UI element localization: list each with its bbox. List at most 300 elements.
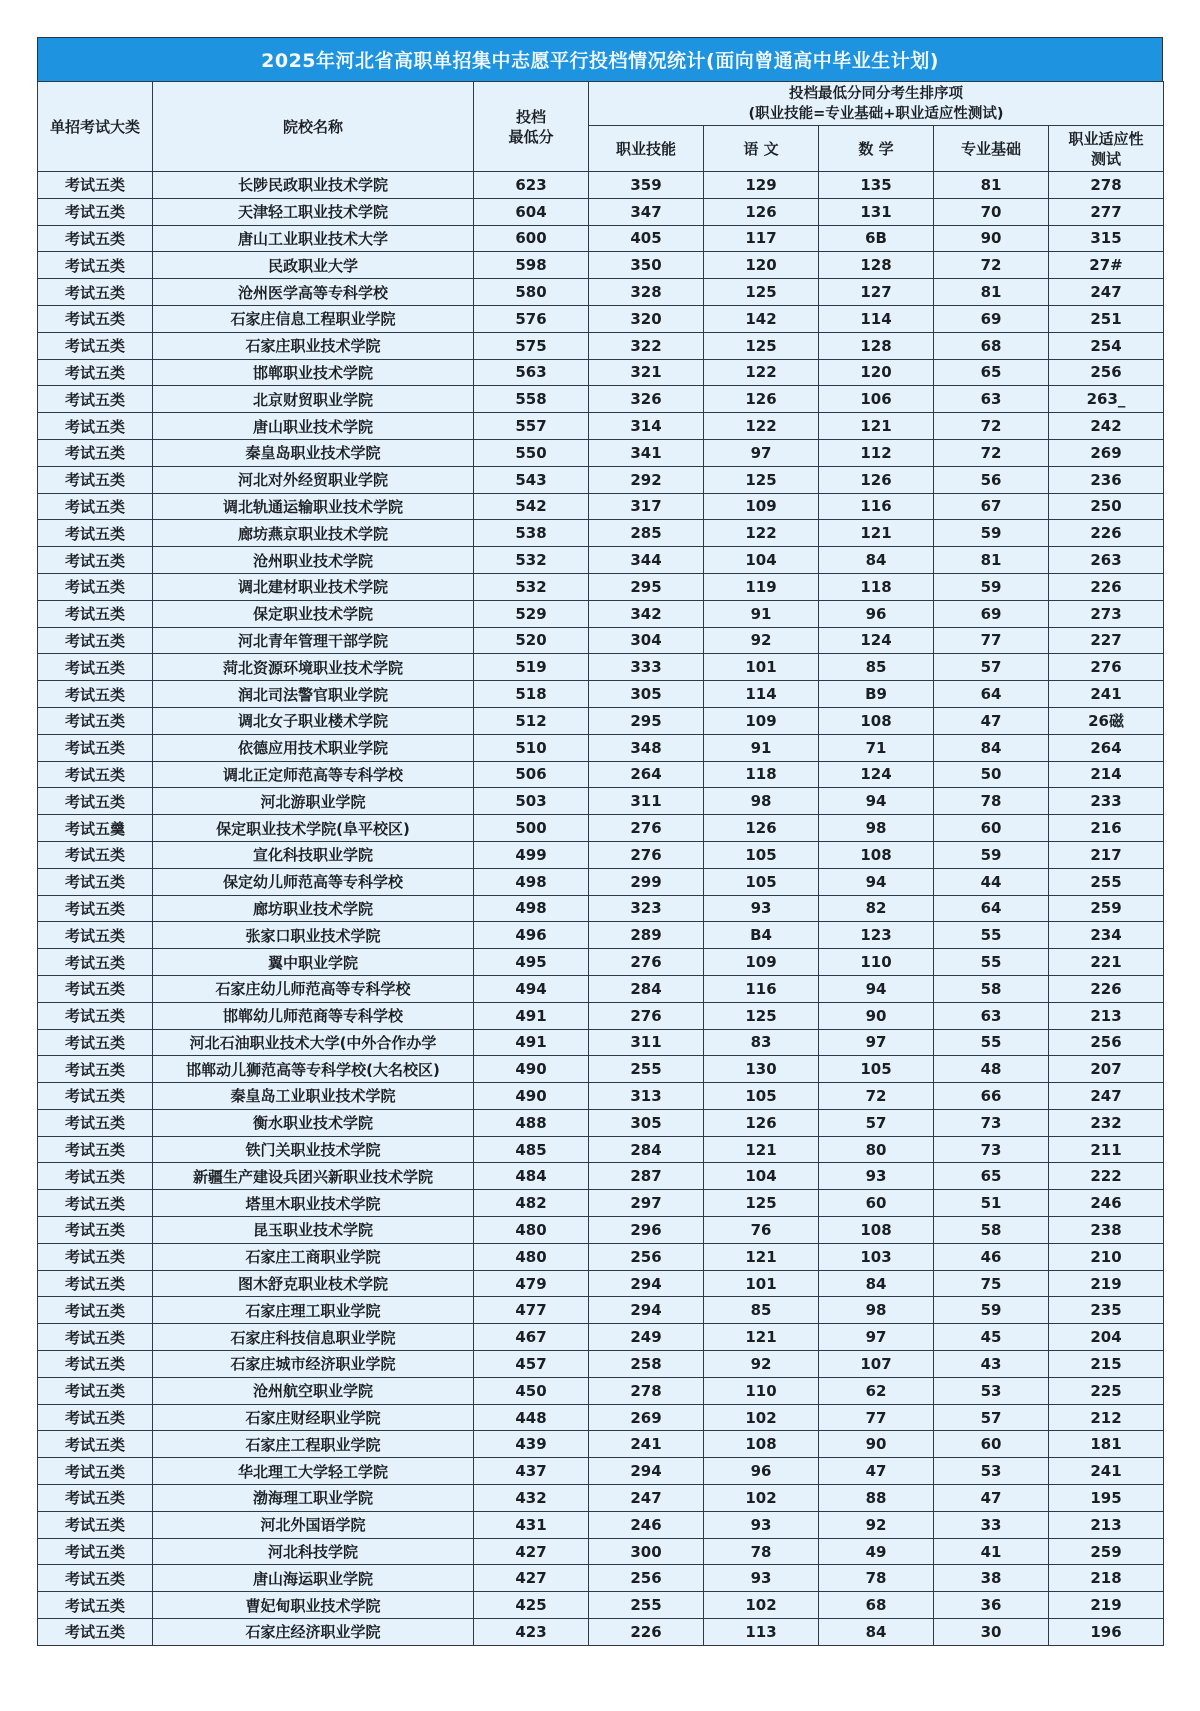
chinese-score-cell: 125 bbox=[704, 332, 819, 359]
basic-score-cell: 60 bbox=[934, 815, 1049, 842]
school-name-cell: 石家庄财经职业学院 bbox=[153, 1404, 474, 1431]
category-cell: 考试五类 bbox=[38, 1083, 153, 1110]
table-row bbox=[38, 413, 1164, 440]
math-score-cell: 128 bbox=[819, 252, 934, 279]
math-score-cell: 84 bbox=[819, 1619, 934, 1646]
basic-score-cell: 57 bbox=[934, 654, 1049, 681]
skill-score-cell: 285 bbox=[589, 520, 704, 547]
school-name-cell: 石家庄幼儿师范高等专科学校 bbox=[153, 975, 474, 1002]
aptitude-score-cell: 227 bbox=[1049, 627, 1164, 654]
chinese-score-cell: 113 bbox=[704, 1619, 819, 1646]
min-score-cell: 506 bbox=[474, 761, 589, 788]
chinese-score-cell: 97 bbox=[704, 439, 819, 466]
table-row bbox=[38, 466, 1164, 493]
min-score-cell: 423 bbox=[474, 1619, 589, 1646]
math-score-cell: 108 bbox=[819, 841, 934, 868]
chinese-score-cell: 92 bbox=[704, 627, 819, 654]
basic-score-cell: 78 bbox=[934, 788, 1049, 815]
min-score-cell: 477 bbox=[474, 1297, 589, 1324]
chinese-score-cell: 122 bbox=[704, 413, 819, 440]
chinese-score-cell: 83 bbox=[704, 1029, 819, 1056]
chinese-score-cell: 93 bbox=[704, 895, 819, 922]
category-cell: 考试五羹 bbox=[38, 815, 153, 842]
category-cell: 考试五类 bbox=[38, 1538, 153, 1565]
skill-score-cell: 313 bbox=[589, 1083, 704, 1110]
min-score-cell: 425 bbox=[474, 1592, 589, 1619]
min-score-cell: 448 bbox=[474, 1404, 589, 1431]
basic-score-cell: 69 bbox=[934, 600, 1049, 627]
skill-score-cell: 344 bbox=[589, 547, 704, 574]
chinese-score-cell: 102 bbox=[704, 1485, 819, 1512]
math-score-cell: 49 bbox=[819, 1538, 934, 1565]
math-score-cell: 94 bbox=[819, 868, 934, 895]
skill-score-cell: 299 bbox=[589, 868, 704, 895]
table-row bbox=[38, 1243, 1164, 1270]
aptitude-score-cell: 277 bbox=[1049, 198, 1164, 225]
category-cell: 考试五类 bbox=[38, 949, 153, 976]
school-name-cell: 唐山海运职业学院 bbox=[153, 1565, 474, 1592]
math-score-cell: 80 bbox=[819, 1136, 934, 1163]
aptitude-score-cell: 256 bbox=[1049, 1029, 1164, 1056]
basic-score-cell: 48 bbox=[934, 1056, 1049, 1083]
skill-score-cell: 326 bbox=[589, 386, 704, 413]
min-score-cell: 598 bbox=[474, 252, 589, 279]
math-score-cell: 131 bbox=[819, 198, 934, 225]
skill-score-cell: 305 bbox=[589, 1109, 704, 1136]
school-name-cell: 曹妃甸职业技术学院 bbox=[153, 1592, 474, 1619]
table-row bbox=[38, 975, 1164, 1002]
math-score-cell: 135 bbox=[819, 172, 934, 199]
school-name-cell: 沧州职业技术学院 bbox=[153, 547, 474, 574]
math-score-cell: 112 bbox=[819, 439, 934, 466]
table-body bbox=[38, 172, 1164, 1646]
table-row bbox=[38, 627, 1164, 654]
aptitude-score-cell: 246 bbox=[1049, 1190, 1164, 1217]
basic-score-cell: 33 bbox=[934, 1511, 1049, 1538]
chinese-score-cell: 102 bbox=[704, 1404, 819, 1431]
chinese-score-cell: 104 bbox=[704, 547, 819, 574]
aptitude-score-cell: 195 bbox=[1049, 1485, 1164, 1512]
category-cell: 考试五类 bbox=[38, 841, 153, 868]
aptitude-score-cell: 226 bbox=[1049, 975, 1164, 1002]
school-name-cell: 廊坊燕京职业技术学院 bbox=[153, 520, 474, 547]
min-score-cell: 543 bbox=[474, 466, 589, 493]
min-score-cell: 558 bbox=[474, 386, 589, 413]
basic-score-cell: 72 bbox=[934, 252, 1049, 279]
skill-score-cell: 297 bbox=[589, 1190, 704, 1217]
category-cell: 考试五类 bbox=[38, 225, 153, 252]
chinese-score-cell: 108 bbox=[704, 1431, 819, 1458]
category-cell: 考试五类 bbox=[38, 1377, 153, 1404]
table-row bbox=[38, 922, 1164, 949]
skill-score-cell: 311 bbox=[589, 788, 704, 815]
math-score-cell: 114 bbox=[819, 305, 934, 332]
table-row bbox=[38, 279, 1164, 306]
school-name-cell: 石家庄职业技术学院 bbox=[153, 332, 474, 359]
table-row bbox=[38, 1485, 1164, 1512]
table-row bbox=[38, 1083, 1164, 1110]
chinese-score-cell: 121 bbox=[704, 1136, 819, 1163]
category-cell: 考试五类 bbox=[38, 252, 153, 279]
table-row bbox=[38, 761, 1164, 788]
aptitude-score-cell: 214 bbox=[1049, 761, 1164, 788]
table-row bbox=[38, 815, 1164, 842]
category-cell: 考试五类 bbox=[38, 1458, 153, 1485]
table-row bbox=[38, 198, 1164, 225]
header-skill: 职业技能 bbox=[589, 126, 704, 172]
skill-score-cell: 295 bbox=[589, 707, 704, 734]
header-aptitude bbox=[1049, 126, 1164, 172]
math-score-cell: 57 bbox=[819, 1109, 934, 1136]
category-cell: 考试五类 bbox=[38, 761, 153, 788]
min-score-cell: 490 bbox=[474, 1056, 589, 1083]
table-row bbox=[38, 681, 1164, 708]
skill-score-cell: 247 bbox=[589, 1485, 704, 1512]
school-name-cell: 沧州医学高等专科学校 bbox=[153, 279, 474, 306]
basic-score-cell: 53 bbox=[934, 1377, 1049, 1404]
skill-score-cell: 255 bbox=[589, 1592, 704, 1619]
school-name-cell: 唐山职业技术学院 bbox=[153, 413, 474, 440]
skill-score-cell: 323 bbox=[589, 895, 704, 922]
school-name-cell: 秦皇岛职业技术学院 bbox=[153, 439, 474, 466]
table-row bbox=[38, 386, 1164, 413]
school-name-cell: 河北对外经贸职业学院 bbox=[153, 466, 474, 493]
category-cell: 考试五类 bbox=[38, 734, 153, 761]
chinese-score-cell: 125 bbox=[704, 1002, 819, 1029]
math-score-cell: 72 bbox=[819, 1083, 934, 1110]
category-cell: 考试五类 bbox=[38, 1163, 153, 1190]
aptitude-score-cell: 207 bbox=[1049, 1056, 1164, 1083]
basic-score-cell: 55 bbox=[934, 1029, 1049, 1056]
category-cell: 考试五类 bbox=[38, 1029, 153, 1056]
math-score-cell: 118 bbox=[819, 573, 934, 600]
header-school: 院校名称 bbox=[153, 82, 474, 172]
chinese-score-cell: 118 bbox=[704, 761, 819, 788]
table-row bbox=[38, 734, 1164, 761]
skill-score-cell: 322 bbox=[589, 332, 704, 359]
table-row bbox=[38, 788, 1164, 815]
aptitude-score-cell: 226 bbox=[1049, 520, 1164, 547]
math-score-cell: 71 bbox=[819, 734, 934, 761]
skill-score-cell: 350 bbox=[589, 252, 704, 279]
table-row bbox=[38, 1190, 1164, 1217]
category-cell: 考试五类 bbox=[38, 1243, 153, 1270]
aptitude-score-cell: 216 bbox=[1049, 815, 1164, 842]
skill-score-cell: 284 bbox=[589, 1136, 704, 1163]
skill-score-cell: 321 bbox=[589, 359, 704, 386]
math-score-cell: 84 bbox=[819, 547, 934, 574]
skill-score-cell: 341 bbox=[589, 439, 704, 466]
skill-score-cell: 256 bbox=[589, 1565, 704, 1592]
math-score-cell: 123 bbox=[819, 922, 934, 949]
chinese-score-cell: 142 bbox=[704, 305, 819, 332]
aptitude-score-cell: 242 bbox=[1049, 413, 1164, 440]
school-name-cell: 石家庄工程职业学院 bbox=[153, 1431, 474, 1458]
min-score-cell: 512 bbox=[474, 707, 589, 734]
skill-score-cell: 256 bbox=[589, 1243, 704, 1270]
skill-score-cell: 295 bbox=[589, 573, 704, 600]
min-score-cell: 503 bbox=[474, 788, 589, 815]
table-row bbox=[38, 1270, 1164, 1297]
category-cell: 考试五类 bbox=[38, 1190, 153, 1217]
table-row bbox=[38, 1324, 1164, 1351]
skill-score-cell: 314 bbox=[589, 413, 704, 440]
min-score-cell: 482 bbox=[474, 1190, 589, 1217]
school-name-cell: 秦皇岛工业职业技术学院 bbox=[153, 1083, 474, 1110]
aptitude-score-cell: 221 bbox=[1049, 949, 1164, 976]
min-score-cell: 520 bbox=[474, 627, 589, 654]
math-score-cell: 121 bbox=[819, 413, 934, 440]
skill-score-cell: 320 bbox=[589, 305, 704, 332]
table-row bbox=[38, 439, 1164, 466]
table-row bbox=[38, 1136, 1164, 1163]
min-score-cell: 529 bbox=[474, 600, 589, 627]
basic-score-cell: 47 bbox=[934, 707, 1049, 734]
min-score-cell: 575 bbox=[474, 332, 589, 359]
basic-score-cell: 73 bbox=[934, 1136, 1049, 1163]
aptitude-score-cell: 196 bbox=[1049, 1619, 1164, 1646]
category-cell: 考试五类 bbox=[38, 1217, 153, 1244]
aptitude-score-cell: 241 bbox=[1049, 681, 1164, 708]
table-row bbox=[38, 841, 1164, 868]
math-score-cell: 82 bbox=[819, 895, 934, 922]
basic-score-cell: 64 bbox=[934, 895, 1049, 922]
aptitude-score-cell: 264 bbox=[1049, 734, 1164, 761]
skill-score-cell: 289 bbox=[589, 922, 704, 949]
chinese-score-cell: 109 bbox=[704, 707, 819, 734]
basic-score-cell: 81 bbox=[934, 279, 1049, 306]
math-score-cell: 62 bbox=[819, 1377, 934, 1404]
basic-score-cell: 51 bbox=[934, 1190, 1049, 1217]
min-score-cell: 532 bbox=[474, 547, 589, 574]
min-score-cell: 563 bbox=[474, 359, 589, 386]
category-cell: 考试五类 bbox=[38, 707, 153, 734]
skill-score-cell: 294 bbox=[589, 1270, 704, 1297]
table-row bbox=[38, 305, 1164, 332]
school-name-cell: 衡水职业技术学院 bbox=[153, 1109, 474, 1136]
chinese-score-cell: 102 bbox=[704, 1592, 819, 1619]
category-cell: 考试五类 bbox=[38, 520, 153, 547]
aptitude-score-cell: 213 bbox=[1049, 1511, 1164, 1538]
math-score-cell: 93 bbox=[819, 1163, 934, 1190]
basic-score-cell: 55 bbox=[934, 922, 1049, 949]
aptitude-score-cell: 234 bbox=[1049, 922, 1164, 949]
school-name-cell: 调北女子职业楼术学院 bbox=[153, 707, 474, 734]
basic-score-cell: 66 bbox=[934, 1083, 1049, 1110]
chinese-score-cell: 126 bbox=[704, 815, 819, 842]
chinese-score-cell: 105 bbox=[704, 868, 819, 895]
math-score-cell: 88 bbox=[819, 1485, 934, 1512]
skill-score-cell: 249 bbox=[589, 1324, 704, 1351]
aptitude-score-cell: 315 bbox=[1049, 225, 1164, 252]
math-score-cell: 97 bbox=[819, 1029, 934, 1056]
header-min-score-line2: 最低分 bbox=[508, 127, 554, 146]
table-row bbox=[38, 493, 1164, 520]
aptitude-score-cell: 232 bbox=[1049, 1109, 1164, 1136]
skill-score-cell: 287 bbox=[589, 1163, 704, 1190]
table-row bbox=[38, 1619, 1164, 1646]
aptitude-score-cell: 273 bbox=[1049, 600, 1164, 627]
category-cell: 考试五类 bbox=[38, 172, 153, 199]
min-score-cell: 499 bbox=[474, 841, 589, 868]
category-cell: 考试五类 bbox=[38, 547, 153, 574]
min-score-cell: 490 bbox=[474, 1083, 589, 1110]
skill-score-cell: 246 bbox=[589, 1511, 704, 1538]
skill-score-cell: 304 bbox=[589, 627, 704, 654]
school-name-cell: 民政职业大学 bbox=[153, 252, 474, 279]
skill-score-cell: 405 bbox=[589, 225, 704, 252]
school-name-cell: 邯郸职业技术学院 bbox=[153, 359, 474, 386]
min-score-cell: 488 bbox=[474, 1109, 589, 1136]
aptitude-score-cell: 250 bbox=[1049, 493, 1164, 520]
school-name-cell: 河北外国语学院 bbox=[153, 1511, 474, 1538]
table-title: 2025年河北省高职单招集中志愿平行投档情况统计(面向曾通高中毕业生计划) bbox=[37, 37, 1163, 81]
aptitude-score-cell: 278 bbox=[1049, 172, 1164, 199]
school-name-cell: 廊坊职业技术学院 bbox=[153, 895, 474, 922]
chinese-score-cell: 125 bbox=[704, 1190, 819, 1217]
basic-score-cell: 73 bbox=[934, 1109, 1049, 1136]
math-score-cell: 127 bbox=[819, 279, 934, 306]
chinese-score-cell: 129 bbox=[704, 172, 819, 199]
math-score-cell: 107 bbox=[819, 1351, 934, 1378]
math-score-cell: 84 bbox=[819, 1270, 934, 1297]
table-row bbox=[38, 225, 1164, 252]
basic-score-cell: 64 bbox=[934, 681, 1049, 708]
table-row bbox=[38, 1511, 1164, 1538]
min-score-cell: 623 bbox=[474, 172, 589, 199]
category-cell: 考试五类 bbox=[38, 681, 153, 708]
chinese-score-cell: 109 bbox=[704, 493, 819, 520]
basic-score-cell: 67 bbox=[934, 493, 1049, 520]
aptitude-score-cell: 233 bbox=[1049, 788, 1164, 815]
basic-score-cell: 65 bbox=[934, 1163, 1049, 1190]
skill-score-cell: 342 bbox=[589, 600, 704, 627]
school-name-cell: 调北轨通运输职业技术学院 bbox=[153, 493, 474, 520]
math-score-cell: 105 bbox=[819, 1056, 934, 1083]
math-score-cell: 68 bbox=[819, 1592, 934, 1619]
aptitude-score-cell: 259 bbox=[1049, 895, 1164, 922]
chinese-score-cell: 76 bbox=[704, 1217, 819, 1244]
table-row bbox=[38, 707, 1164, 734]
chinese-score-cell: 93 bbox=[704, 1511, 819, 1538]
header-group-line2: (职业技能=专业基础+职业适应性测试) bbox=[748, 105, 1004, 122]
category-cell: 考试五类 bbox=[38, 1056, 153, 1083]
skill-score-cell: 284 bbox=[589, 975, 704, 1002]
header-min-score-line1: 投档 bbox=[515, 107, 546, 126]
school-name-cell: 石家庄城市经济职业学院 bbox=[153, 1351, 474, 1378]
chinese-score-cell: 98 bbox=[704, 788, 819, 815]
category-cell: 考试五类 bbox=[38, 1351, 153, 1378]
category-cell: 考试五类 bbox=[38, 975, 153, 1002]
school-name-cell: 长陟民政职业技术学院 bbox=[153, 172, 474, 199]
aptitude-score-cell: 255 bbox=[1049, 868, 1164, 895]
skill-score-cell: 292 bbox=[589, 466, 704, 493]
school-name-cell: 邯郸幼儿师范商等专科学校 bbox=[153, 1002, 474, 1029]
chinese-score-cell: 117 bbox=[704, 225, 819, 252]
min-score-cell: 580 bbox=[474, 279, 589, 306]
skill-score-cell: 294 bbox=[589, 1458, 704, 1485]
admission-table bbox=[37, 81, 1164, 1646]
basic-score-cell: 43 bbox=[934, 1351, 1049, 1378]
chinese-score-cell: 105 bbox=[704, 841, 819, 868]
header-aptitude-line1: 职业适应性 bbox=[1068, 129, 1144, 148]
school-name-cell: 保定职业技术学院 bbox=[153, 600, 474, 627]
table-row bbox=[38, 1458, 1164, 1485]
min-score-cell: 532 bbox=[474, 573, 589, 600]
aptitude-score-cell: 263_ bbox=[1049, 386, 1164, 413]
table-row bbox=[38, 1565, 1164, 1592]
aptitude-score-cell: 181 bbox=[1049, 1431, 1164, 1458]
skill-score-cell: 294 bbox=[589, 1297, 704, 1324]
min-score-cell: 427 bbox=[474, 1565, 589, 1592]
school-name-cell: 石家庄工商职业学院 bbox=[153, 1243, 474, 1270]
min-score-cell: 498 bbox=[474, 895, 589, 922]
basic-score-cell: 53 bbox=[934, 1458, 1049, 1485]
math-score-cell: 124 bbox=[819, 761, 934, 788]
basic-score-cell: 72 bbox=[934, 439, 1049, 466]
math-score-cell: 106 bbox=[819, 386, 934, 413]
min-score-cell: 467 bbox=[474, 1324, 589, 1351]
chinese-score-cell: 126 bbox=[704, 386, 819, 413]
aptitude-score-cell: 219 bbox=[1049, 1270, 1164, 1297]
table-row bbox=[38, 1592, 1164, 1619]
header-chinese: 语 文 bbox=[704, 126, 819, 172]
category-cell: 考试五类 bbox=[38, 305, 153, 332]
table-row bbox=[38, 1538, 1164, 1565]
math-score-cell: 92 bbox=[819, 1511, 934, 1538]
min-score-cell: 431 bbox=[474, 1511, 589, 1538]
math-score-cell: 98 bbox=[819, 1297, 934, 1324]
skill-score-cell: 278 bbox=[589, 1377, 704, 1404]
basic-score-cell: 75 bbox=[934, 1270, 1049, 1297]
basic-score-cell: 38 bbox=[934, 1565, 1049, 1592]
skill-score-cell: 255 bbox=[589, 1056, 704, 1083]
category-cell: 考试五类 bbox=[38, 922, 153, 949]
chinese-score-cell: 91 bbox=[704, 600, 819, 627]
chinese-score-cell: 110 bbox=[704, 1377, 819, 1404]
basic-score-cell: 59 bbox=[934, 573, 1049, 600]
category-cell: 考试五类 bbox=[38, 1592, 153, 1619]
school-name-cell: 依德应用技术职业学院 bbox=[153, 734, 474, 761]
aptitude-score-cell: 269 bbox=[1049, 439, 1164, 466]
category-cell: 考试五类 bbox=[38, 1002, 153, 1029]
aptitude-score-cell: 259 bbox=[1049, 1538, 1164, 1565]
chinese-score-cell: 125 bbox=[704, 279, 819, 306]
aptitude-score-cell: 236 bbox=[1049, 466, 1164, 493]
school-name-cell: 河北科技学院 bbox=[153, 1538, 474, 1565]
aptitude-score-cell: 238 bbox=[1049, 1217, 1164, 1244]
table-row bbox=[38, 1056, 1164, 1083]
table-row bbox=[38, 1377, 1164, 1404]
min-score-cell: 437 bbox=[474, 1458, 589, 1485]
skill-score-cell: 276 bbox=[589, 815, 704, 842]
chinese-score-cell: 114 bbox=[704, 681, 819, 708]
min-score-cell: 457 bbox=[474, 1351, 589, 1378]
skill-score-cell: 348 bbox=[589, 734, 704, 761]
table-row bbox=[38, 600, 1164, 627]
skill-score-cell: 264 bbox=[589, 761, 704, 788]
category-cell: 考试五类 bbox=[38, 279, 153, 306]
category-cell: 考试五类 bbox=[38, 868, 153, 895]
min-score-cell: 485 bbox=[474, 1136, 589, 1163]
school-name-cell: 北京财贸职业学院 bbox=[153, 386, 474, 413]
chinese-score-cell: 85 bbox=[704, 1297, 819, 1324]
min-score-cell: 600 bbox=[474, 225, 589, 252]
category-cell: 考试五类 bbox=[38, 1109, 153, 1136]
aptitude-score-cell: 251 bbox=[1049, 305, 1164, 332]
math-score-cell: 90 bbox=[819, 1431, 934, 1458]
chinese-score-cell: 122 bbox=[704, 359, 819, 386]
